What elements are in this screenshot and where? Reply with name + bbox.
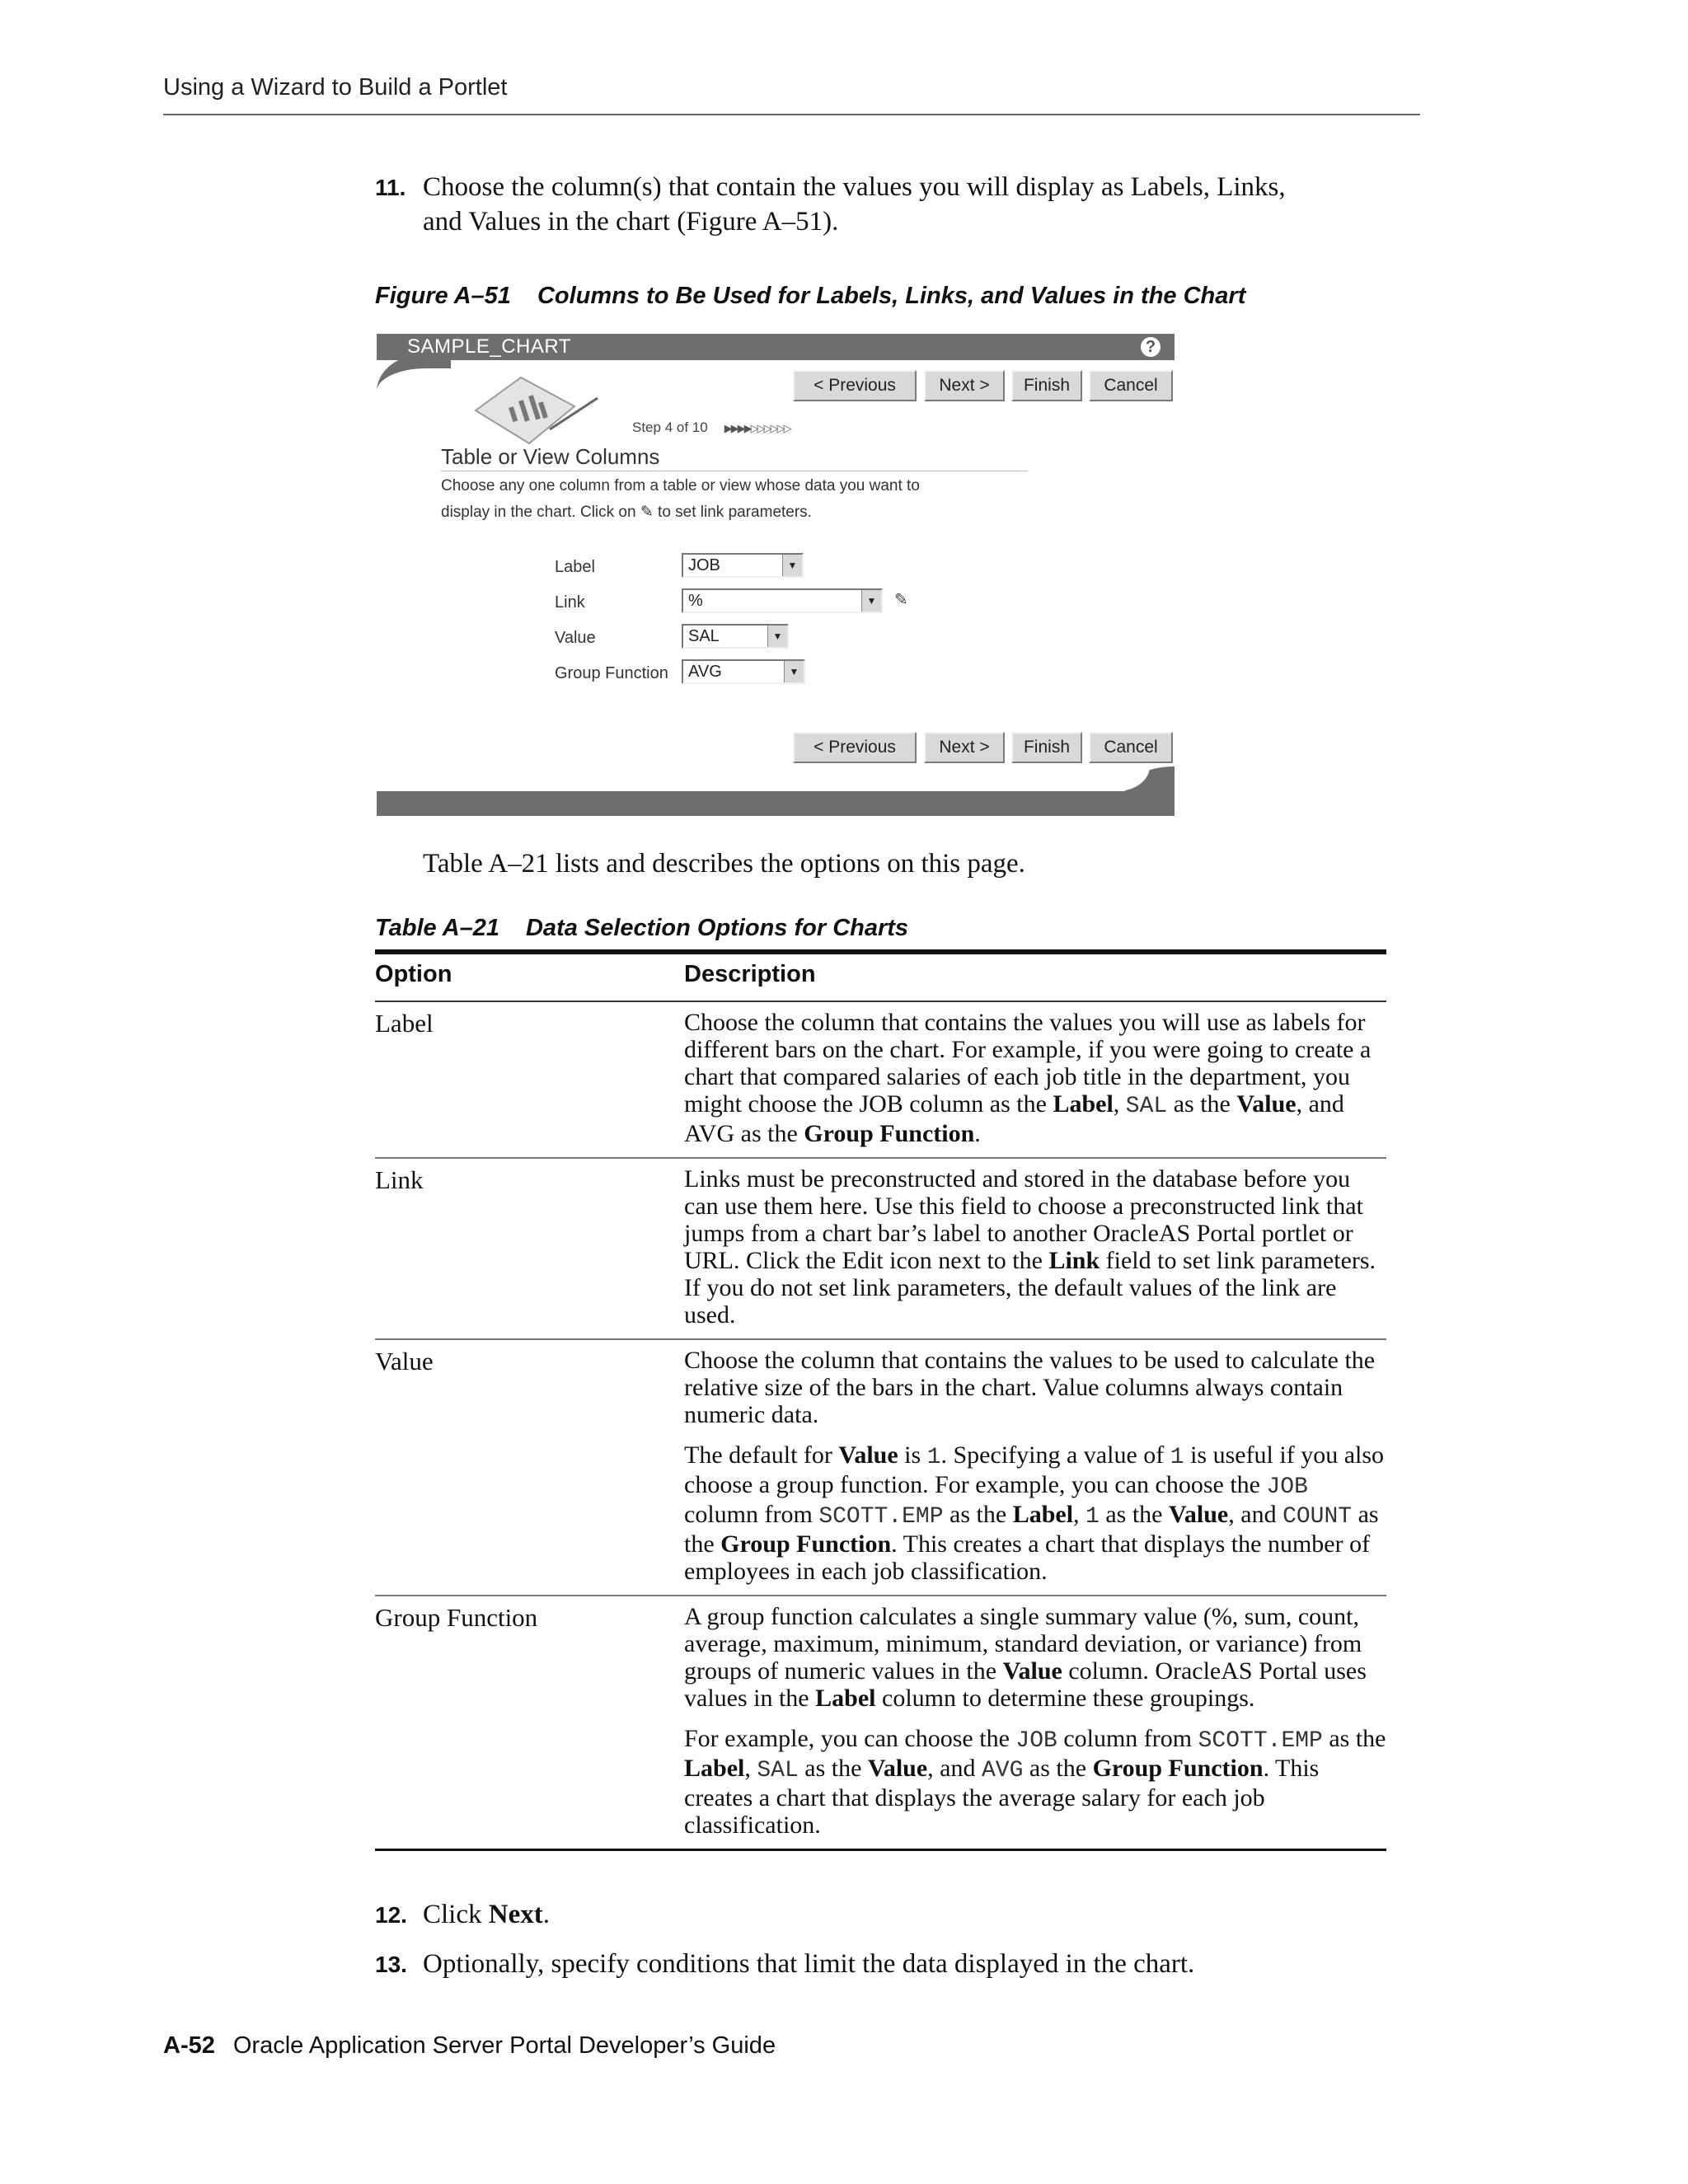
field-label-link: Link	[555, 593, 585, 612]
group-function-select[interactable]	[682, 659, 805, 684]
table-caption	[375, 915, 908, 942]
description-paragraph: A group function calculates a single summary value (%, sum, count, average, maximum, minimum, standard deviation, or variance) from groups of numeric values in the Value column. OracleAS Portal uses values in the Label column to determine these groupings.	[684, 1603, 1367, 1712]
instructions-text-b: to set link parameters.	[658, 504, 812, 521]
edit-link-pencil-icon[interactable]: ✎	[894, 591, 908, 609]
book-title: Oracle Application Server Portal Developer’s Guide	[232, 2032, 776, 2059]
table-header-row	[375, 954, 1386, 1002]
step-number: 13.	[375, 1952, 407, 1977]
value-select-value: SAL	[688, 627, 720, 645]
previous-button[interactable]: < Previous	[793, 732, 917, 763]
option-description	[684, 1596, 1386, 1849]
previous-button[interactable]: < Previous	[793, 370, 917, 401]
section-title: Table or View Columns	[441, 444, 660, 469]
figure-label: Figure A–51	[375, 283, 511, 309]
option-description	[684, 1340, 1386, 1595]
option-name: Value	[375, 1347, 434, 1376]
link-select[interactable]	[682, 588, 883, 613]
page-number: A-52	[163, 2032, 215, 2059]
label-select[interactable]	[682, 553, 804, 578]
table-label: Table A–21	[375, 915, 499, 941]
label-select-value: JOB	[688, 556, 720, 574]
option-name: Link	[375, 1165, 424, 1194]
field-label-label: Label	[555, 558, 595, 576]
wizard-title: SAMPLE_CHART	[407, 335, 571, 358]
bottom-button-row	[377, 732, 1175, 765]
dropdown-arrow-icon[interactable]: ▼	[782, 555, 802, 576]
step-number: 11.	[375, 175, 406, 200]
value-select[interactable]	[682, 624, 789, 649]
page-footer	[163, 2032, 776, 2060]
description-paragraph: For example, you can choose the JOB column from SCOTT.EMP as the Label, SAL as the Value, and AVG as the Group Function. This creates a chart that displays the average salary for each job classification.	[684, 1725, 1386, 1839]
instructions-line1: Choose any one column from a table or view whose data you want to	[441, 477, 920, 494]
table-intro: Table A–21 lists and describes the options on this page.	[423, 849, 1025, 879]
description-paragraph: Links must be preconstructed and stored in the database before you can use them here. Use this field to choose a preconstructed link that jumps from a chart bar’s label to another OracleAS Portal portlet or URL. Click the Edit icon next to the Link field to set link parameters. If you do not set link parameters, the default values of the link are used.	[684, 1165, 1376, 1329]
next-button[interactable]: Next >	[924, 370, 1005, 401]
finish-button[interactable]: Finish	[1011, 370, 1082, 401]
step-indicator	[632, 419, 790, 436]
dropdown-arrow-icon[interactable]: ▼	[784, 661, 804, 682]
table-title: Data Selection Options for Charts	[525, 915, 909, 941]
instructions-line2	[441, 503, 812, 522]
option-description	[684, 1002, 1386, 1157]
chart-wizard-logo-icon	[459, 365, 599, 448]
step-progress-arrows: ▶▶▶▶▷▷▷▷▷▷	[724, 422, 790, 434]
next-button[interactable]: Next >	[924, 732, 1005, 763]
option-name: Group Function	[375, 1603, 538, 1632]
cancel-button[interactable]: Cancel	[1089, 370, 1173, 401]
help-icon[interactable]: ?	[1141, 337, 1160, 357]
description-paragraph: Choose the column that contains the values to be used to calculate the relative size of the bars in the chart. Value columns always contain numeric data.	[684, 1347, 1376, 1428]
dropdown-arrow-icon[interactable]: ▼	[861, 590, 881, 612]
option-description	[684, 1159, 1386, 1338]
figure-title: Columns to Be Used for Labels, Links, and Values in the Chart	[537, 283, 1246, 309]
cancel-button[interactable]: Cancel	[1089, 732, 1173, 763]
step-text: Click Next.	[423, 1900, 550, 1929]
step-text-line2: and Values in the chart (Figure A–51).	[423, 207, 839, 237]
step-text: Step 4 of 10	[632, 419, 708, 435]
group-function-select-value: AVG	[688, 663, 722, 681]
step-text: Optionally, specify conditions that limit the data displayed in the chart.	[423, 1949, 1195, 1979]
figure-caption	[375, 283, 1245, 310]
step-number: 12.	[375, 1902, 407, 1928]
table-row	[375, 1596, 1386, 1851]
step-text-line1: Choose the column(s) that contain the values you will display as Labels, Links,	[423, 172, 1286, 202]
column-header-option: Option	[375, 961, 452, 987]
wizard-screenshot	[377, 334, 1175, 816]
wizard-footer-bar	[377, 791, 1175, 816]
field-label-value: Value	[555, 629, 596, 647]
table-row	[375, 1002, 1386, 1159]
description-paragraph: The default for Value is 1. Specifying a value of 1 is useful if you also choose a group function. For example, you can choose the JOB column from SCOTT.EMP as the Label, 1 as the Value, and COUNT as the Group Function. This creates a chart that displays the number of employees in each job classification.	[684, 1441, 1385, 1585]
table-row	[375, 1159, 1386, 1340]
instructions-text-a: display in the chart. Click on	[441, 504, 636, 521]
running-header: Using a Wizard to Build a Portlet	[163, 74, 508, 101]
link-select-value: %	[688, 592, 703, 610]
column-header-description: Description	[684, 961, 816, 987]
options-table	[375, 949, 1386, 1851]
field-label-group-function: Group Function	[555, 664, 668, 682]
dropdown-arrow-icon[interactable]: ▼	[767, 626, 787, 647]
description-paragraph: Choose the column that contains the values you will use as labels for different bars on the chart. For example, if you were going to create a chart that compared salaries of each job title in the department, you might choose the JOB column as the Label, SAL as the Value, and AVG as the Group Function.	[684, 1009, 1372, 1147]
edit-pencil-icon: ✎	[640, 504, 654, 521]
option-name: Label	[375, 1009, 434, 1038]
finish-button[interactable]: Finish	[1011, 732, 1082, 763]
table-row	[375, 1340, 1386, 1596]
header-rule	[163, 114, 1420, 115]
